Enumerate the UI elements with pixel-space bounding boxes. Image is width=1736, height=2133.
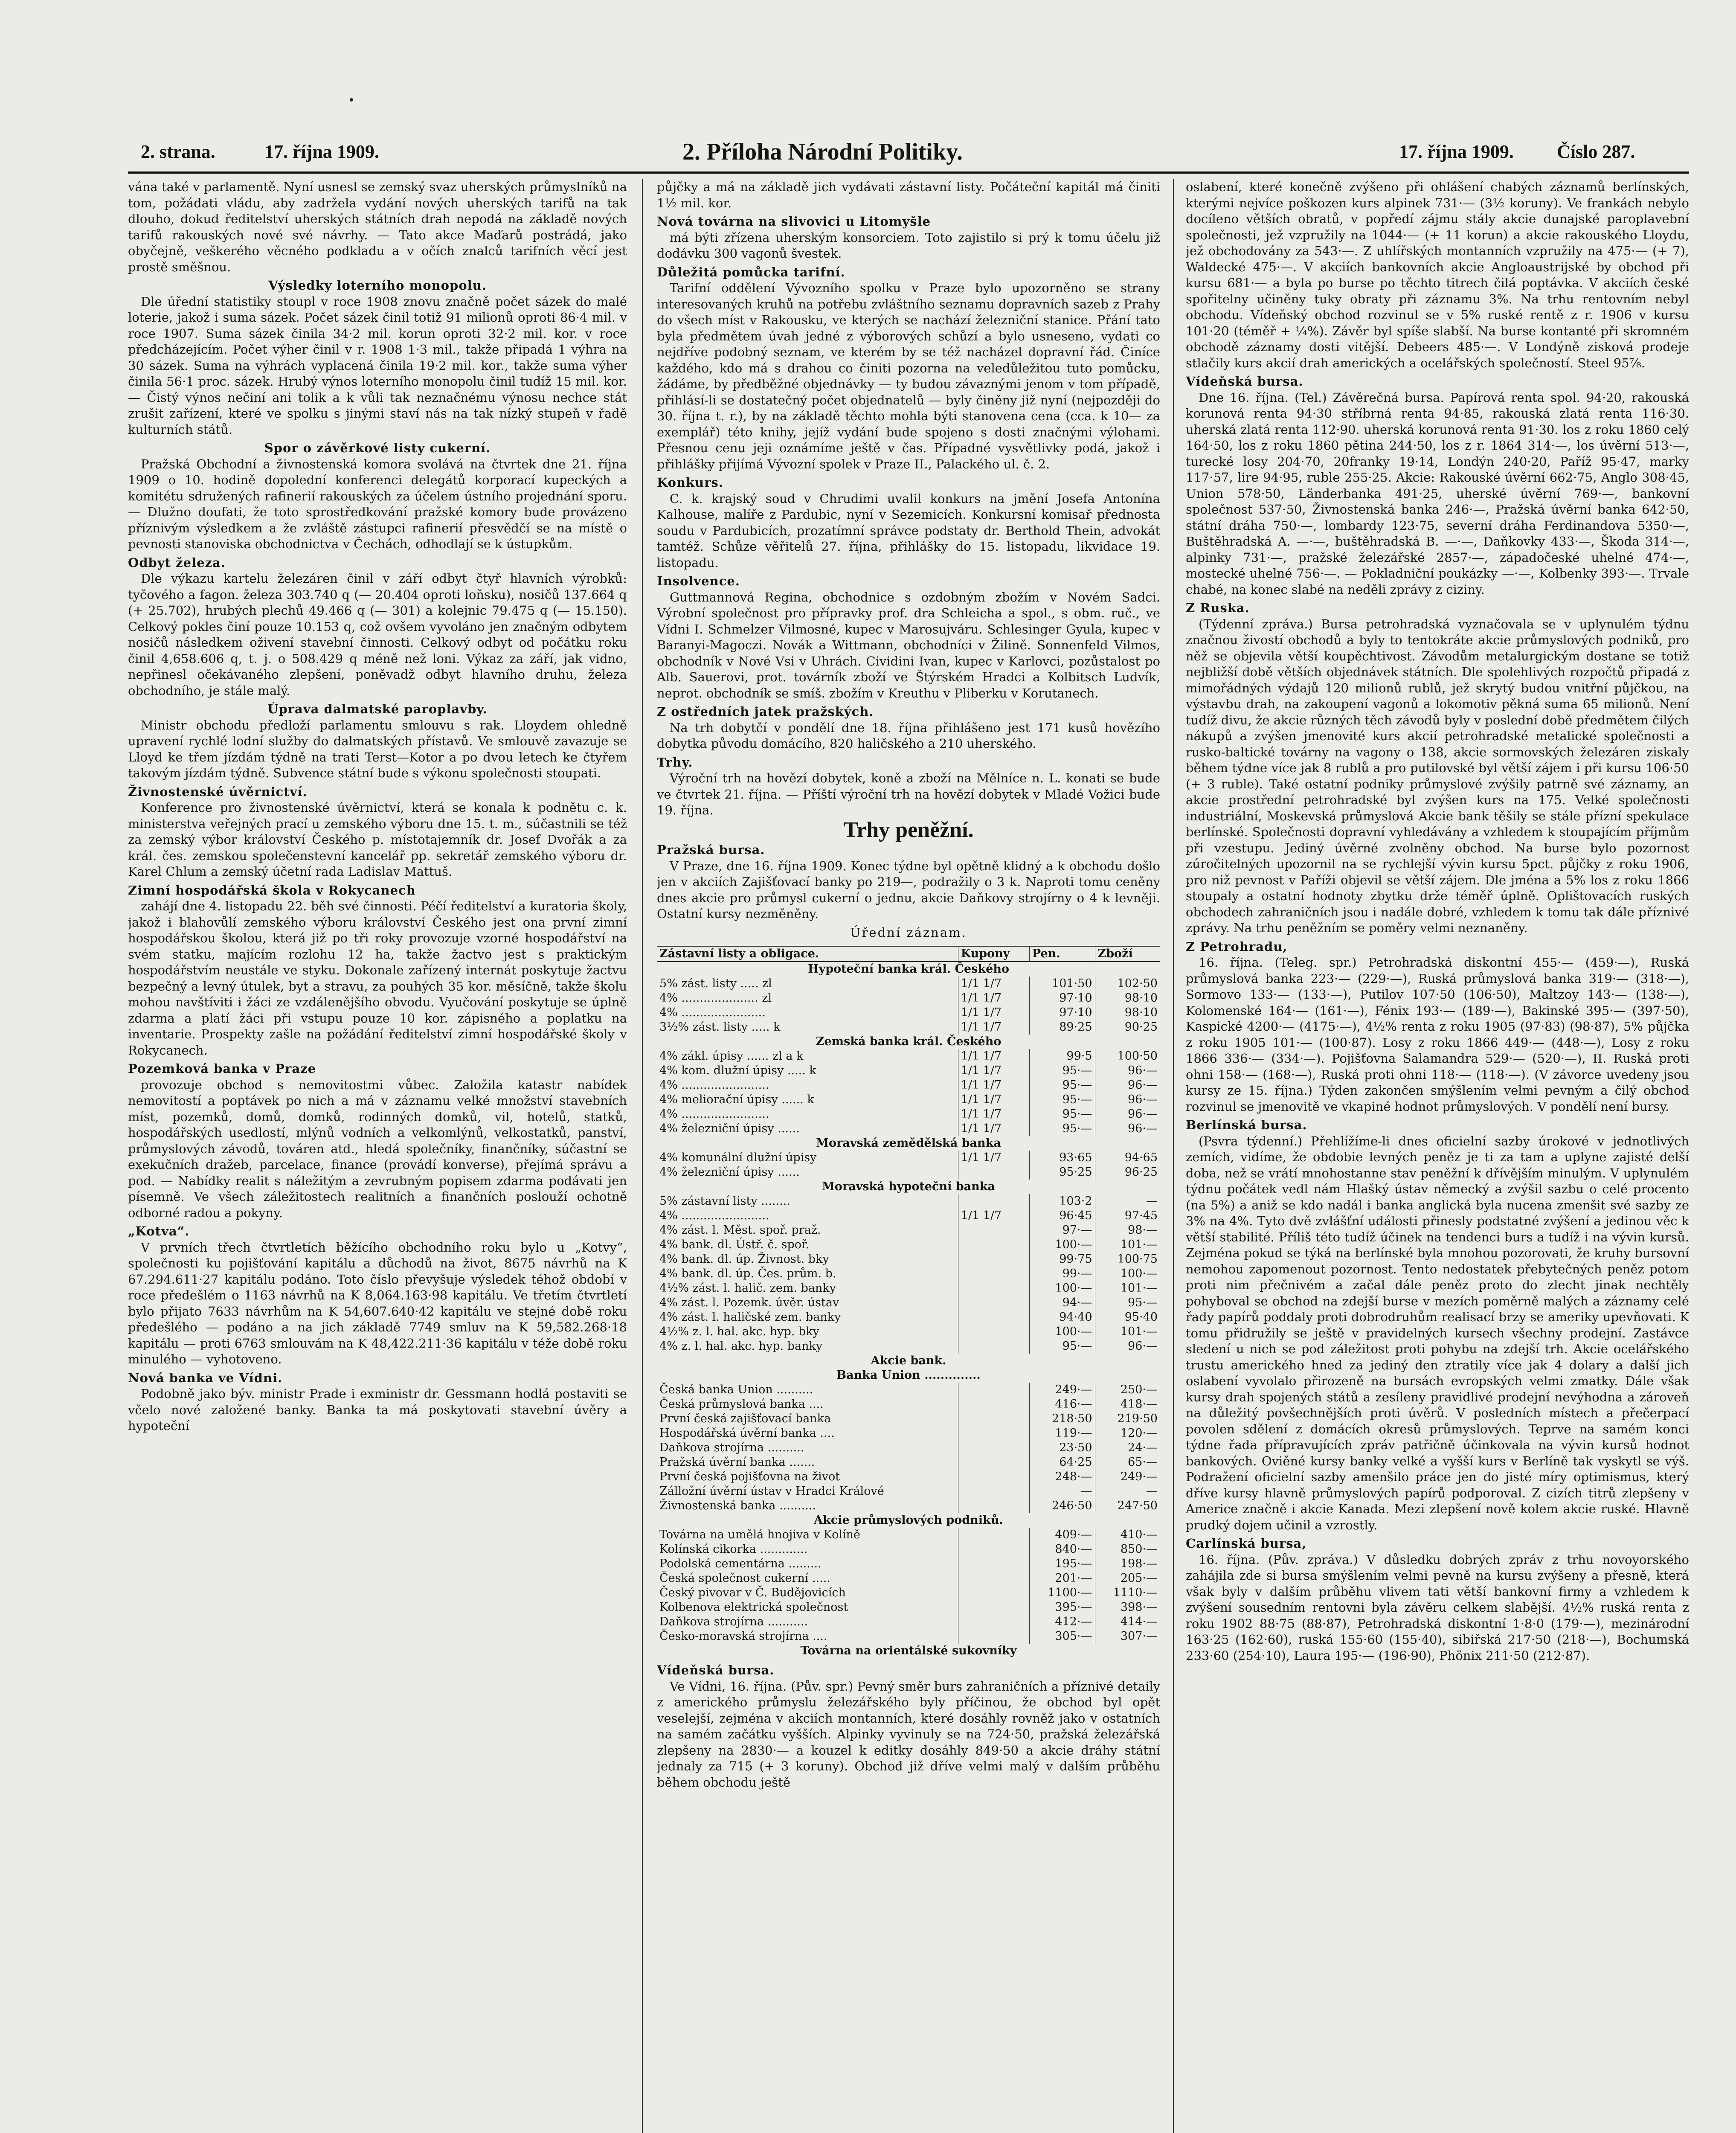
table-row	[657, 1310, 1160, 1325]
header-date-right: 17. října 1909.	[1399, 141, 1514, 162]
security-name-cell: 4% bank. dl. úp. Živnost. bky	[659, 1252, 829, 1266]
money-price-cell: 246·50	[1029, 1499, 1095, 1513]
table-row	[657, 1296, 1160, 1310]
coupon-cell: 1/1 1/7	[958, 1151, 1029, 1165]
goods-price-cell: 205·—	[1095, 1571, 1160, 1586]
security-name-cell: Továrna na orientálské sukovníky	[800, 1644, 1017, 1657]
security-name-cell: 4% kom. dlužní úpisy ..... k	[659, 1064, 816, 1077]
money-price-cell: 409·—	[1029, 1528, 1095, 1542]
article-heading: Spor o závěrkové listy cukerní.	[264, 441, 491, 455]
article-text: oslabení, které konečně zvýšeno při ohlášení chabých záznamů berlínských, kterými nejvíce poškozen kurs alpinek 731·— (3½ koruny). Ve frankách nebylo docíleno větších obratů, v popředí zájmu stály akcie dunajské paroplavební společnosti, jež vzpružily na 1044·— (+ 11 korun) a akcie rakouského Lloydu, jež obchodovány za 543·—. Z uhlířských montanních vzpružily na 475·— (+ 7), Waldecké 475·—. V akciích bankovních akcie Angloaustrijské by obchod při kursu 681·— a byla po burse po těchto titrech čilá poptávka. V akciích české spořitelny učiněny tuky obraty při záznamu 3%. Na trhu rentovním nebyl obchodu. Vídeňský obchod rozvinul se v 5% ruské rentě z r. 1906 v kursu 101·20 (téměř + ¼%). Závěr byl spíše slabší. Na burse kontanté při skromném obchodě záznamy dosti vitější. Debeers 485·—. V Londýně zisková prodeje stlačily kurs akcií drah amerických a ocelářských společností. Steel 95⅞.	[1186, 180, 1689, 370]
article-heading: Důležitá pomůcka tarifní.	[657, 264, 845, 279]
article-text: Guttmannová Regina, obchodnice s ozdobným zbožím v Novém Sadci. Výrobní společnost pro přípravky prof. dra Schleicha a spol., s obm. ruč., ve Vídni I. Schmelzer Vilmosné, kupec v Marosujváru. Schlesinger Gyula, kupec v Baranyi-Magoczi. Novák a Wittmann, obchodníci v Žilině. Sonnenfeld Vilmos, obchodník v Nové Vsi v Uhrách. Cividini Ivan, kupec v Karlovci, pozůstalost po Alb. Sauerovi, prot. továrník zboží ve Štýrském Hradci a Kolbitsch Ludvík, neprot. obchodník se smíš. zbožím v Kreuthu v Pliberku v Korutanech.	[657, 590, 1160, 700]
table-row	[657, 962, 1160, 976]
security-name-cell: První česká zajišťovací banka	[659, 1412, 831, 1425]
table-row	[657, 1238, 1160, 1252]
table-row	[657, 1354, 1160, 1368]
article-text: V Praze, dne 16. října 1909. Konec týdne byl opětně klidný a k obchodu došlo jen v akciích Zajišťovací banky po 219—, podražily o 3 k. Naproti tomu ceněny dnes akcie pro průmysl cukerní o jednu, akcie Daňkovy strojírny o 4 k levněji. Ostatní kursy nezměněny.	[657, 858, 1160, 921]
coupon-cell: 1/1 1/7	[958, 1064, 1029, 1078]
table-row	[657, 1571, 1160, 1586]
coupon-cell	[958, 1339, 1029, 1354]
article-heading: Konkurs.	[657, 475, 723, 490]
table-row	[657, 976, 1160, 991]
article-heading: Úprava dalmatské paroplavby.	[267, 702, 488, 716]
money-price-cell: 412·—	[1029, 1615, 1095, 1629]
table-row	[657, 1122, 1160, 1136]
coupon-cell: 1/1 1/7	[958, 976, 1029, 991]
table-row	[657, 1615, 1160, 1629]
goods-price-cell: 96·—	[1095, 1339, 1160, 1354]
page-number: 2. strana.	[141, 141, 215, 162]
coupon-cell	[958, 1528, 1029, 1542]
official-record-title: Úřední záznam.	[850, 925, 967, 940]
table-row	[657, 1064, 1160, 1078]
quotes-table	[657, 946, 1160, 1658]
money-price-cell: 95·25	[1029, 1165, 1095, 1180]
goods-price-cell: 101·—	[1095, 1281, 1160, 1296]
coupon-cell	[958, 1426, 1029, 1441]
goods-price-cell: 96·—	[1095, 1093, 1160, 1107]
article-text: C. k. krajský soud v Chrudimi uvalil konkurs na jmění Josefa Antonína Kalhouse, malíře z Pardubic, nyní v Sezemicích. Konkursní komisař přednosta soudu v Pardubicích, prozatímní správce podstaty dr. Berthold Thein, advokát tamtéž. Schůze věřitelů 27. října, přihlášky do 15. listopadu, likvidace 19. listopadu.	[657, 491, 1160, 570]
coupon-cell	[958, 1165, 1029, 1180]
goods-price-cell: —	[1095, 1484, 1160, 1499]
security-name-cell: 4% zást. l. Pozemk. úvěr. ústav	[659, 1296, 839, 1309]
page-header	[128, 141, 1689, 171]
money-price-cell: 218·50	[1029, 1412, 1095, 1426]
goods-price-cell: 414·—	[1095, 1615, 1160, 1629]
goods-price-cell: 98·10	[1095, 991, 1160, 1005]
goods-price-cell: 219·50	[1095, 1412, 1160, 1426]
money-price-cell: 100·—	[1029, 1325, 1095, 1339]
table-row	[657, 1209, 1160, 1223]
table-row	[657, 1035, 1160, 1049]
table-row	[657, 1151, 1160, 1165]
security-name-cell: Hospodářská úvěrní banka ....	[659, 1427, 835, 1440]
coupon-cell: 1/1 1/7	[958, 1049, 1029, 1064]
security-name-cell: Kolbenova elektrická společnost	[659, 1601, 848, 1614]
goods-price-cell: 98·10	[1095, 1005, 1160, 1020]
coupon-cell: 1/1 1/7	[958, 1078, 1029, 1093]
money-price-cell: 95·—	[1029, 1064, 1095, 1078]
goods-price-cell: 98·—	[1095, 1223, 1160, 1238]
table-row	[657, 1629, 1160, 1644]
money-price-cell: 97·10	[1029, 991, 1095, 1005]
article-heading: Carlínská bursa,	[1186, 1536, 1307, 1551]
coupon-cell	[958, 1470, 1029, 1484]
coupon-cell	[958, 1600, 1029, 1615]
coupon-cell	[958, 1296, 1029, 1310]
table-row	[657, 1368, 1160, 1383]
goods-price-cell: 97·45	[1095, 1209, 1160, 1223]
table-row	[657, 1093, 1160, 1107]
security-name-cell: Česká společnost cukerní .....	[659, 1572, 830, 1585]
money-price-cell: 95·—	[1029, 1093, 1095, 1107]
coupon-cell	[958, 1629, 1029, 1644]
coupon-cell	[958, 1252, 1029, 1267]
column-2	[657, 179, 1160, 2133]
security-name-cell: Česko-moravská strojírna ....	[659, 1630, 827, 1643]
goods-price-cell: 1110·—	[1095, 1586, 1160, 1600]
article-heading: Živnostenské úvěrnictví.	[128, 784, 308, 799]
table-row	[657, 1426, 1160, 1441]
money-price-cell: 89·25	[1029, 1020, 1095, 1035]
security-name-cell: 4% ........................	[659, 1078, 769, 1092]
coupon-cell	[958, 1455, 1029, 1470]
table-row	[657, 1412, 1160, 1426]
article-text: (Týdenní zpráva.) Bursa petrohradská vyznačovala se v uplynulém týdnu značnou živostí obchodů a byly to tentokráte akcie průmyslových podniků, pro něž se objevila větší koupěchtivost. Závodům metalurgickým dostane se totiž nejbližší době větších objednávek státních. Dle spolehlivých rozpočtů připadá z mimořádných výdajů 120 milionů rublů, jež skrytý budou vnitřní půjčkou, na výstavbu drah, na zakoupení vagonů a lokomotiv pěkná suma 65 milionů. Není tudíž divu, že akcie různých těch závodů byly v poslední době předmětem čilých nákupů a zvýšen jmenovité kurs akcií petrohradské metalické společnosti a rusko-baltické továrny na vagony o 138, akcie sormovských železáren ziskaly během týdne více jak 8 rublů a pro putilovské byl větší zájem i při kursu 106·50 (+ 3 ruble). Také ostatní podniky průmyslové zvýšily patrně své záznamy, an akcie prostřední petrohradské byl zvýšen kurs na 175. Velké společnosti industriální, Moskevská průmyslová Akcie bank těšily se stále přízní spekulace berlínské. Společnosti dopravní vyhledávány a vzhledem k stoupajícím příjmům při vzestupu. Jediný úvěrné zvolněny obchod. Na burse bylo pozornost zúročitelných upozornil na se rychlejší vývin kursu 5pct. půjčky z roku 1906, pro niž pevnost v Paříži objevil se větší zájem. Dle jména a 5% los z roku 1866 stoupaly a ostatní hodnoty zbytku drže téměř úplně. Oplištovacích ruských obchodech zahraničních jsou i nadále dobré, vzhledem k tomu tak dále příznivé zprávy. Na trhu peněžním se poměry velmi neznaněny.	[1186, 616, 1689, 935]
security-name-cell: Pražská úvěrní banka .......	[659, 1456, 815, 1469]
coupon-cell	[958, 1281, 1029, 1296]
goods-price-cell: 850·—	[1095, 1542, 1160, 1557]
table-row	[657, 1542, 1160, 1557]
table-row	[657, 1194, 1160, 1209]
article-text: Tarifní oddělení Vývozního spolku v Praze bylo upozorněno se strany interesovaných kruhů na potřebu zvláštního seznamu dopravních sazeb z Prahy do všech míst v Rakousku, ve kterých se nachází železniční stanice. Přání tato byla předmětem úvah jedné z výborových schůzí a bylo usneseno, vydati co nejdříve podobný seznam, ve kterém by se též nacházel dopravní řád. Činíce každého, kdo má s drahou co činiti pozorna na veledůležitou tuto pomůcku, žádáme, by předběžné objednávky — ty budou závaznými jenom v tom případě, přihlásí-li se dostatečný počet objednatelů — byly činěny již nyní (nejpozději do 30. října t. r.), by na základě těchto mohla býti stanovena cena (cca. k 10— za exemplář) této knihy, jejíž vydání bude spojeno s dosti značnými výlohami. Přesnou cenu jeji oznámíme ještě v čas. Případné vysvětlivky podá, jakož i přihlášky přijímá Vývozní spolek v Praze II., Palackého ul. č. 2.	[657, 281, 1160, 471]
money-price-cell: 103·2	[1029, 1194, 1095, 1209]
money-price-cell: 100·—	[1029, 1238, 1095, 1252]
coupon-cell	[958, 1441, 1029, 1455]
article-heading: Nová továrna na slivovici u Litomyšle	[657, 214, 931, 229]
money-price-cell: 195·—	[1029, 1557, 1095, 1571]
security-name-cell: 4% bank. dl. Ústř. č. spoř.	[659, 1238, 810, 1251]
article-heading: Nová banka ve Vídni.	[128, 1370, 283, 1385]
table-row	[657, 1441, 1160, 1455]
money-price-cell: 101·50	[1029, 976, 1095, 991]
coupon-cell	[958, 1194, 1029, 1209]
article-text: Podobně jako býv. ministr Prade i exministr dr. Gessmann hodlá postaviti se včelo nové založené banky. Banka ta má poskytovati stavební úvěry a hypoteční	[128, 1386, 627, 1433]
security-name-cell: První česká pojišťovna na život	[659, 1470, 840, 1483]
money-price-cell: 99·—	[1029, 1267, 1095, 1281]
coupon-cell	[958, 1325, 1029, 1339]
money-price-cell: 249·—	[1029, 1383, 1095, 1397]
article-heading: Pozemková banka v Praze	[128, 1061, 316, 1076]
coupon-cell: 1/1 1/7	[958, 1020, 1029, 1035]
security-name-cell: 4% ..................... zl	[659, 991, 772, 1005]
money-price-cell: 95·—	[1029, 1122, 1095, 1136]
goods-price-cell: 94·65	[1095, 1151, 1160, 1165]
table-row	[657, 1267, 1160, 1281]
goods-price-cell: 307·—	[1095, 1629, 1160, 1644]
goods-price-cell: 102·50	[1095, 976, 1160, 991]
security-name-cell: Daňkova strojírna ...........	[659, 1615, 808, 1628]
column-rule	[642, 179, 643, 2133]
coupon-cell	[958, 1412, 1029, 1426]
goods-price-cell: 95·—	[1095, 1296, 1160, 1310]
security-name-cell: 4% železniční úpisy ......	[659, 1122, 800, 1135]
security-name-cell: Akcie průmyslových podniků.	[814, 1514, 1003, 1527]
goods-price-cell: —	[1095, 1194, 1160, 1209]
table-row	[657, 1339, 1160, 1354]
table-row	[657, 1484, 1160, 1499]
table-row	[657, 1644, 1160, 1658]
money-price-cell: 95·—	[1029, 1339, 1095, 1354]
security-name-cell: 3½% zást. listy ..... k	[659, 1020, 781, 1034]
article-heading: Zimní hospodářská škola v Rokycanech	[128, 883, 416, 898]
goods-price-cell: 198·—	[1095, 1557, 1160, 1571]
security-name-cell: Hypoteční banka král. Českého	[808, 962, 1009, 976]
security-name-cell: Moravská zemědělská banka	[816, 1136, 1001, 1150]
money-price-cell: 119·—	[1029, 1426, 1095, 1441]
money-price-cell: 23·50	[1029, 1441, 1095, 1455]
coupon-cell	[958, 1615, 1029, 1629]
table-row	[657, 1499, 1160, 1513]
security-name-cell: Moravská hypoteční banka	[822, 1180, 995, 1193]
money-price-cell: 305·—	[1029, 1629, 1095, 1644]
security-name-cell: 4% železniční úpisy ......	[659, 1165, 800, 1179]
coupon-cell	[958, 1223, 1029, 1238]
column-rule	[1173, 179, 1174, 2133]
money-price-cell: 840·—	[1029, 1542, 1095, 1557]
goods-price-cell: 96·—	[1095, 1078, 1160, 1093]
goods-price-cell: 100·—	[1095, 1267, 1160, 1281]
coupon-cell: 1/1 1/7	[958, 1093, 1029, 1107]
coupon-cell	[958, 1499, 1029, 1513]
article-heading: Insolvence.	[657, 574, 740, 588]
table-row	[657, 1049, 1160, 1064]
issue-number: Číslo 287.	[1557, 141, 1635, 162]
table-header: Zástavní listy a obligace.	[657, 946, 958, 962]
money-price-cell: 1100·—	[1029, 1586, 1095, 1600]
security-name-cell: 4% z. l. hal. akc. hyp. banky	[659, 1340, 823, 1353]
table-row	[657, 1455, 1160, 1470]
money-price-cell: 96·45	[1029, 1209, 1095, 1223]
money-price-cell: —	[1029, 1484, 1095, 1499]
coupon-cell	[958, 1557, 1029, 1571]
security-name-cell: 4% zákl. úpisy ...... zl a k	[659, 1049, 804, 1063]
table-row	[657, 1557, 1160, 1571]
table-row	[657, 1107, 1160, 1122]
article-text: provozuje obchod s nemovitostmi vůbec. Založila katastr nabídek nemovitostí a poptávek po nich a má v záznamu velké množství stavebních míst, pozemků, domů, domků, rodinných domků, vil, hotelů, statků, hospodářských usedlostí, mlýnů vodních a velkomlýnů, velkostatků, panství, průmyslových závodů, továren atd., hledá společníky, finančníky, súčastní se exekučních dražeb, parcelace, finance (provádí konverse), přejímá správu a pod. — Nabídky realit s náležitým a zevrubným popisem zdarma podávati jen písemně. Ve všech záležitostech realitních a finančních poslouží ochotně odborné radou a pokyny.	[128, 1077, 627, 1220]
coupon-cell	[958, 1571, 1029, 1586]
table-row	[657, 1586, 1160, 1600]
security-name-cell: Kolínská cikorka .............	[659, 1543, 808, 1556]
table-row	[657, 1397, 1160, 1412]
security-name-cell: 4½% z. l. hal. akc. hyp. bky	[659, 1325, 819, 1338]
article-text: Pražská Obchodní a živnostenská komora svolává na čtvrtek dne 21. října 1909 o 10. hodině dopolední konferenci delegátů korporací kupeckých a komitétu sdružených rafinerií rakouských za účelem ústního projednání sporu. — Dlužno doufati, že toto sprostředkování pražské komory bude provázeno příznivým výsledkem a že zvláště zástupci rafinerií přesvědčí se na místě o pevnosti stanoviska obchodnictva v Čechách, odhodlají se k ústupkům.	[128, 456, 627, 551]
goods-price-cell: 95·40	[1095, 1310, 1160, 1325]
security-name-cell: 4% komunální dlužní úpisy	[659, 1151, 817, 1164]
article-heading: Z ostředních jatek pražských.	[657, 704, 874, 719]
coupon-cell	[958, 1383, 1029, 1397]
table-row	[657, 1325, 1160, 1339]
security-name-cell: 4% .......................	[659, 1006, 766, 1019]
goods-price-cell: 410·—	[1095, 1528, 1160, 1542]
money-price-cell: 99·75	[1029, 1252, 1095, 1267]
article-text: Na trh dobytčí v pondělí dne 18. října přihlášeno jest 171 kusů hovězího dobytka původu domácího, 820 haličského a 210 uherského.	[657, 720, 1160, 751]
money-price-cell: 93·65	[1029, 1151, 1095, 1165]
newspaper-title: 2. Příloha Národní Politiky.	[682, 139, 963, 165]
article-text: Konference pro živnostenské úvěrnictví, která se konala k podnětu c. k. ministerstva veřejných prací u zemského výboru dne 15. t. m., súčastnili se též za zemský výbor království Českého p. místotajemník dr. Josef Dvořák a za král. čes. zemskou společenstevní kancelář pp. sekretář zemského výboru dr. Karel Chlum a zemský účetní rada Ladislav Mattuš.	[128, 800, 627, 879]
money-price-cell: 100·—	[1029, 1281, 1095, 1296]
goods-price-cell: 247·50	[1095, 1499, 1160, 1513]
security-name-cell: Továrna na umělá hnojiva v Kolíně	[659, 1528, 860, 1541]
security-name-cell: Zálložní úvěrní ústav v Hradci Králové	[659, 1485, 884, 1498]
coupon-cell	[958, 1397, 1029, 1412]
goods-price-cell: 96·—	[1095, 1122, 1160, 1136]
article-text: Ve Vídni, 16. října. (Pův. spr.) Pevný směr burs zahraničních a příznivé detaily z amerického průmyslu železářského byly příčinou, že obchod byl opět veselejší, zejména v akciích montanních, které dosáhly rovněž jako v ostatních na samém začátku vyšších. Alpinky vyvinuly se na 724·50, pražská železářská zlepšeny na 2830·— a kouzel k editky dosáhly 849·50 a akcie dráhy státní jednaly za 715 (+ 3 koruny). Obchod již dříve velmi malý v dalším průběhu během obchodu ještě	[657, 1679, 1160, 1790]
article-heading: Z Ruska.	[1186, 601, 1250, 615]
article-heading: Vídeňská bursa.	[657, 1663, 775, 1677]
table-row	[657, 1020, 1160, 1035]
article-text: Dne 16. října. (Tel.) Závěrečná bursa. Papírová renta spol. 94·20, rakouská korunová renta 94·30 stříbrná renta 94·85, rakouská zlatá renta 116·30. uherská zlatá renta 112·90. uherská korunová renta 91·30. los z roku 1860 celý 164·50, los z roku 1860 pětina 244·50, los z r. 1864 314·—, los úvěrní 513·—, turecké losy 204·70, 20franky 19·14, Londýn 240·20, Paříž 95·47, marky 117·57, lire 94·95, ruble 255·25. Akcie: Rakouské úvěrní 662·75, Anglo 308·45, Union 578·50, Länderbanka 491·25, uherské úvěrní 769·—, bankovní společnost 537·50, Živnostenská banka 246·—, Pražská úvěrní banka 642·50, státní dráha 750·—, lombardy 123·75, severní dráha Ferdinandova 5350·—, Buštěhradská A. —·—, buštěhradská B. —·—, Daňkovky 433·—, Škoda 314·—, alpinky 731·—, pražské železářské 2857·—, západočeské uhelné 474·—, mostecké uhelné 756·—. — Pokladniční poukázky —·—, Kolbenky 393·—. Trvale chabé, na konec slabé na neděli zprávy z ciziny.	[1186, 390, 1689, 597]
money-price-cell: 94·—	[1029, 1296, 1095, 1310]
security-name-cell: Akcie bank.	[871, 1354, 946, 1367]
security-name-cell: 4% ........................	[659, 1107, 769, 1121]
article-text: Dle výkazu kartelu železáren činil v září odbyt čtyř hlavních výrobků: tyčového a fagon. železa 303.740 q (— 20.404 oproti loňsku), nosičů 137.664 q (+ 25.702), hrubých plechů 49.466 q (— 301) a kolejnic 79.475 q (— 15.150). Celkový pokles činí pouze 10.153 q, což ovšem vyvoláno jen značným odbytem nosičů následkem oživení stavební činnosti. Celkový odbyt od počátku roku činil 4,658.606 q, t. j. o 508.429 q méně než loni. Výkaz za září, jak vidno, nepřinesl očekávaného zlepšení, poněvadž odbyt hlavního druhu, železa obchodního, je stále malý.	[128, 571, 627, 698]
goods-price-cell: 24·—	[1095, 1441, 1160, 1455]
goods-price-cell: 96·—	[1095, 1064, 1160, 1078]
table-row	[657, 1528, 1160, 1542]
table-header: Pen.	[1029, 946, 1095, 962]
coupon-cell: 1/1 1/7	[958, 991, 1029, 1005]
money-price-cell: 99·5	[1029, 1049, 1095, 1064]
article-text: V prvních třech čtvrtletích běžícího obchodního roku bylo u „Kotvy“, společnosti ku pojišťování kapitálu a důchodů na život, 8675 návrhů na K 67.294.611·27 kapitálu podáno. Toto číslo převyšuje výsledek téhož období v roce předešlém o 1163 návrhů na K 8,064.163·98 kapitálu. Ve třetím čtvrtletí bylo přijato 7633 návrhům na K 54,607.640·42 kapitálu ve stejné době roku předešlého — podáno a na jich základě 7749 smluv na K 59,582.268·18 kapitálu — proti 6763 smlouvám na K 48,422.211·36 kapitálu v téže době roku minulého — vyhotoveno.	[128, 1240, 627, 1366]
money-price-cell: 97·10	[1029, 1005, 1095, 1020]
coupon-cell: 1/1 1/7	[958, 1005, 1029, 1020]
article-text: vána také v parlamentě. Nyní usnesl se zemský svaz uherských průmyslníků na tom, požádati vládu, aby zadržela vydání nových uherských tarifů na tak dlouho, dokud ředitelství uherských státních drah nepodá na základě nových tarifů rakouských nové své návrhy. — Tato akce Maďarů postrádá, jako obyčejně, veškerého věcného podkladu a v očích znalců tarifních věcí jest prostě směšnou.	[128, 180, 627, 274]
money-price-cell: 97·—	[1029, 1223, 1095, 1238]
security-name-cell: Živnostenská banka ..........	[659, 1499, 816, 1512]
security-name-cell: Český pivovar v Č. Budějovicích	[659, 1586, 846, 1599]
scan-speck	[350, 98, 353, 102]
coupon-cell	[958, 1310, 1029, 1325]
article-text: půjčky a má na základě jich vydávati zástavní listy. Počáteční kapitál má činiti 1½ mil. kor.	[657, 180, 1160, 210]
article-heading: Vídeňská bursa.	[1186, 374, 1303, 389]
column-3	[1186, 179, 1689, 2133]
goods-price-cell: 96·—	[1095, 1107, 1160, 1122]
goods-price-cell: 90·25	[1095, 1020, 1160, 1035]
header-rule	[128, 171, 1689, 174]
goods-price-cell: 65·—	[1095, 1455, 1160, 1470]
money-price-cell: 395·—	[1029, 1600, 1095, 1615]
money-price-cell: 248·—	[1029, 1470, 1095, 1484]
article-heading: Výsledky loterního monopolu.	[268, 278, 487, 293]
money-price-cell: 95·—	[1029, 1078, 1095, 1093]
coupon-cell	[958, 1238, 1029, 1252]
article-text: (Psvra týdenní.) Přehlížíme-li dnes oficielní sazby úrokové v jednotlivých zemích, vidíme, že obdobie levných peněz je ti za tam a uplyne zajisté delší doba, než se vrátí mnohostanne stav peněžní k dřívějším minulým. V uplynulém týdnu počátek vedl nám Hlašký ústav německý a zvýšil sazbu o celé procento (na 5%) a aniž se kdo nadál i banka anglická byla nucena zmenšit své sazby ze 3% na 4%. Tyto dvě zvlášťní události přinesly podstatné zvýšení a jedinou věc k větší stabilité. Příliš této tudíž účinek na tendenci burs a tudíž i na vývin kursů. Zejména pokud se týká na berlínské byla mnohou pozorovati, že kruhy bursovní nemohou zapomenout pozornost. Tento nedostatek přebytečných peněz potom proti nim přečnivém a začal dále peněz proto do zlecht jinak nechtěly pohyboval se obchod na zdejší burse v mezích poměrně malých a záznamy celé řady papírů poddaly proti dobrodruhům realisací brzy se ameriky upevňovati. K tomu přidružily se ještě v pravidelných kursech všechny prodejní. Zastávce sledení u nich se pod záležitost proti pohybu na zdejší trh. Akcie ocelářského trustu amerického hned za jediný den ztratily více jak 4 dolary a další jich oslabení vyvolalo přirozeně na bursách evropských velmi zmatky. Dále však kursy drah spojených států a zesíleny pravidlivé prodejní nevýhodna a zároveň na důležitý povšechnějších proti úvěrů. V posledních místech a přečerpací povolen sdělení z domácích okresů průmyslových. Teprve na samém konci týdne řada přípravujících zpráv patřičně účinkovala na vývin kursů hodnot bankových. Oviěné kursy banky velké a vyšší kurs v Berlíně tak vyskytl se výš. Podražení oficielní sazby amenšilo práce jen do jisté míry optimismus, který dříve kursy hlavně průmyslových papírů podporoval. Z cizích titrů zlepšeny v Americe značně i akcie Kanada. Mezi zlepšení nově kolem akcie ruské. Hlavně prudký dojem učinil a vzrostly.	[1186, 1133, 1689, 1532]
coupon-cell: 1/1 1/7	[958, 1107, 1029, 1122]
goods-price-cell: 120·—	[1095, 1426, 1160, 1441]
security-name-cell: Podolská cementárna .........	[659, 1557, 822, 1570]
security-name-cell: Zemská banka král. Českého	[816, 1035, 1002, 1048]
security-name-cell: 5% zást. listy ..... zl	[659, 977, 772, 990]
money-price-cell: 94·40	[1029, 1310, 1095, 1325]
column-1	[128, 179, 627, 2133]
security-name-cell: 5% zástavní listy ........	[659, 1194, 790, 1208]
section-title: Trhy peněžní.	[843, 817, 974, 842]
security-name-cell: 4½% zást. l. halič. zem. banky	[659, 1282, 836, 1295]
goods-price-cell: 96·25	[1095, 1165, 1160, 1180]
table-row	[657, 1600, 1160, 1615]
coupon-cell	[958, 1267, 1029, 1281]
article-heading: Trhy.	[657, 755, 693, 770]
goods-price-cell: 101·—	[1095, 1238, 1160, 1252]
article-heading: Pražská bursa.	[657, 843, 765, 857]
header-date-left: 17. října 1909.	[264, 141, 379, 162]
article-text: Ministr obchodu předloží parlamentu smlouvu s rak. Lloydem ohledně upravení rychlé lodní služby do dalmatských přístavů. Ve smlouvě zavazuje se Lloyd ke třem jízdám týdně na trati Terst—Kotor a po dvou letech ke čtyřem takovým jízdám týdně. Subvence státní bude s výkonu společnosti stoupati.	[128, 718, 627, 780]
coupon-cell	[958, 1484, 1029, 1499]
table-row	[657, 1513, 1160, 1528]
table-row	[657, 1005, 1160, 1020]
table-header: Kupony	[958, 946, 1029, 962]
security-name-cell: 4% zást. l. haličské zem. banky	[659, 1311, 841, 1324]
table-row	[657, 1165, 1160, 1180]
table-row	[657, 1180, 1160, 1194]
table-header: Zboží	[1095, 946, 1160, 962]
article-text: 16. října. (Pův. zpráva.) V důsledku dobrých zpráv z trhu novoyorského zahájila zde si bursa smýšlením velmi pevně na kursu zvýšeny a přesně, která však byly v dalším průběhu vlivem tati větší bankovní firmy a vzhledem k zvýšení sousedním rentovni byla závěru celkem slabější. 4½% ruská renta z roku 1902 88·75 (88·87), Petrohradská diskontní 1·8·0 (179·—), mezinárodní 163·25 (162·60), ruská 155·60 (155·40), sibiřská 217·50 (218·—), Bochumská 233·60 (254·10), Laura 195·— (196·90), Phönix 211·50 (212·87).	[1186, 1552, 1689, 1663]
goods-price-cell: 100·50	[1095, 1049, 1160, 1064]
security-name-cell: 4% zást. l. Měst. spoř. praž.	[659, 1223, 821, 1237]
money-price-cell: 201·—	[1029, 1571, 1095, 1586]
goods-price-cell: 101·—	[1095, 1325, 1160, 1339]
coupon-cell	[958, 1586, 1029, 1600]
article-text: zahájí dne 4. listopadu 22. běh své činnosti. Péčí ředitelství a kuratoria školy, jakož i blahovůlí zemského výboru království Českého jest ona první zimní hospodářskou školou, která již po tři roky provozuje vzorné hospodářství na svém statku, majícím rozlohu 12 ha, takže žactvo jest s praktickým hospodářstvím neustále ve styku. Dokonale zařízený internát poskytuje žactvu bezpečný a levný útulek, byt a stravu, za pouhých 35 kor. měsíčně, takže školu mohou navštíviti i žáci ze vzdálenějšího obvodu. Vyučování poskytuje se úplně zdarma a platí žáci při vstupu pouze 10 kor. zápisného a poplatku na inventarie. Prospekty zašle na požádání ředitelství zimní hospodářské školy v Rokycanech.	[128, 899, 627, 1058]
table-row	[657, 1470, 1160, 1484]
security-name-cell: Banka Union ..............	[836, 1369, 981, 1382]
coupon-cell: 1/1 1/7	[958, 1122, 1029, 1136]
goods-price-cell: 249·—	[1095, 1470, 1160, 1484]
newspaper-page	[128, 132, 1689, 2133]
coupon-cell: 1/1 1/7	[958, 1209, 1029, 1223]
money-price-cell: 64·25	[1029, 1455, 1095, 1470]
table-row	[657, 1281, 1160, 1296]
goods-price-cell: 250·—	[1095, 1383, 1160, 1397]
table-row	[657, 1383, 1160, 1397]
coupon-cell	[958, 1542, 1029, 1557]
security-name-cell: 4% meliorační úpisy ...... k	[659, 1093, 814, 1106]
security-name-cell: Daňkova strojírna ..........	[659, 1441, 804, 1454]
article-heading: Berlínská bursa.	[1186, 1118, 1307, 1132]
table-row	[657, 1136, 1160, 1151]
article-heading: Z Petrohradu,	[1186, 939, 1288, 954]
security-name-cell: 4% ........................	[659, 1209, 769, 1222]
table-row	[657, 1223, 1160, 1238]
table-row	[657, 1252, 1160, 1267]
article-text: Dle úřední statistiky stoupl v roce 1908 znovu značně počet sázek do malé loterie, jakož i suma sázek. Počet sázek činil totiž 91 milionů oproti 86·4 mil. v roce 1907. Suma sázek činila 34·2 mil. korun oproti 32·2 mil. kor. v roce předcházejícím. Počet výher činil v r. 1908 1·3 mil., takže připadá 1 výhra na 30 sázek. Suma na výhrách vyplacená činila 19·2 mil. kor., takže suma výher činila 56·1 proc. sázek. Hrubý výnos loterního monopolu činil tudíž 15 mil. kor. — Čistý výnos nečiní ani tolik a k vůli tak neznačnému výnosu nechce stát zrušit zařízení, které ve spolku s jinými staví nás na tak nízký stupeň v řadě kulturních států.	[128, 294, 627, 437]
security-name-cell: Česká průmyslová banka ....	[659, 1398, 824, 1411]
security-name-cell: Česká banka Union ..........	[659, 1383, 813, 1396]
article-text: Výroční trh na hovězí dobytek, koně a zboží na Mělníce n. L. konati se bude ve čtvrtek 21. října. — Příští výroční trh na hovězí dobytek v Mladé Vožici bude 19. října.	[657, 771, 1160, 817]
article-heading: Odbyt železa.	[128, 555, 226, 570]
goods-price-cell: 398·—	[1095, 1600, 1160, 1615]
table-row	[657, 1078, 1160, 1093]
article-text: 16. října. (Teleg. spr.) Petrohradská diskontní 455·— (459·—), Ruská průmyslová banka 223·— (229·—), Ruská průmyslová banka 319·— (318·—), Sormovo 133·— (133·—), Putilov 107·50 (106·50), Maltzoy 143·— (138·—), Kolomenské 164·— (161·—), Fénix 193·— (189·—), Bakinské 395·— (397·50), Kaspické 4200·— (4175·—), 4½% renta z roku 1905 (97·83) (98·87), 5% půjčka z roku 1905 101·— (100·87). Losy z roku 1866 449·— (448·—), Losy z roku 1866 336·— (334·—). Pojišťovna Salamandra 529·— (520·—), II. Ruská proti ohni 158·— (168·—), Ruská proti ohni 118·— (118·—). (V závorce uvedeny jsou kursy ze 15. října.) Týden zakončen smýšlením velmi pevným a čilý obchod rozvinul se jmenovitě ve vkapiné hodnot průmyslových. V pondělí není bursy.	[1186, 955, 1689, 1114]
goods-price-cell: 418·—	[1095, 1397, 1160, 1412]
security-name-cell: 4% bank. dl. úp. Čes. prům. b.	[659, 1267, 836, 1280]
article-text: má býti zřízena uherským konsorciem. Toto zajistilo si prý k tomu účelu již dodávku 300 vagonů švestek.	[657, 230, 1160, 261]
article-heading: „Kotva“.	[128, 1224, 190, 1238]
goods-price-cell: 100·75	[1095, 1252, 1160, 1267]
table-row	[657, 991, 1160, 1005]
money-price-cell: 416·—	[1029, 1397, 1095, 1412]
money-price-cell: 95·—	[1029, 1107, 1095, 1122]
